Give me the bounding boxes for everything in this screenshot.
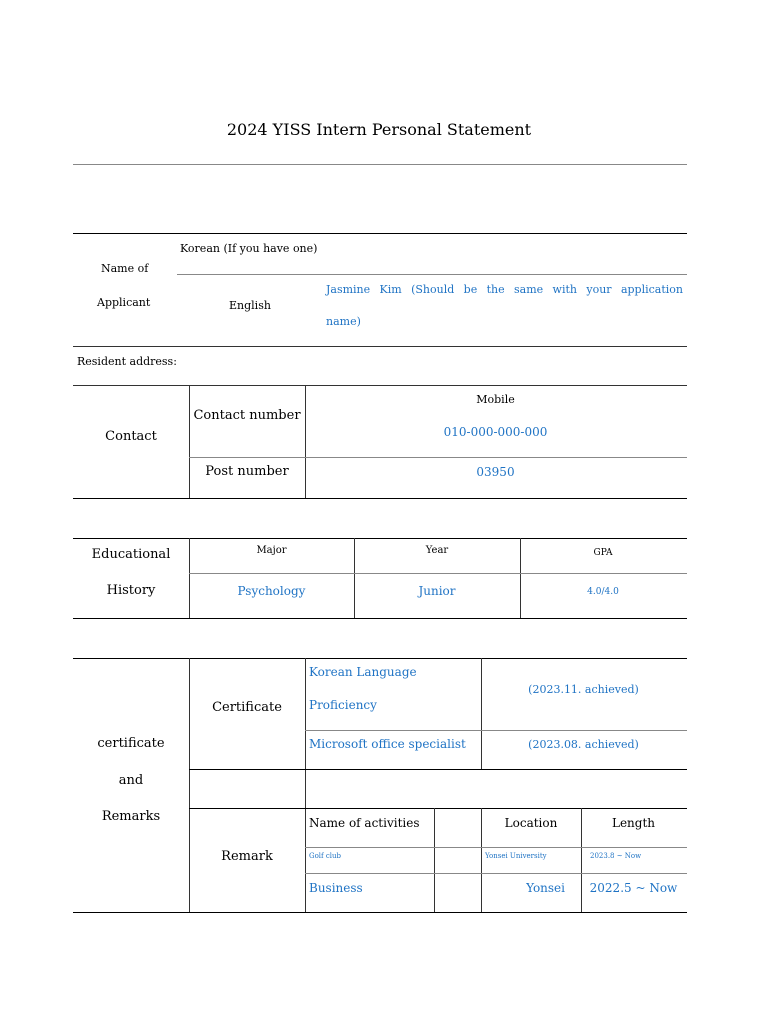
page-title: 2024 YISS Intern Personal Statement — [226, 120, 532, 139]
contact-divider-1 — [189, 386, 190, 498]
empty-certificate-field[interactable] — [306, 771, 686, 807]
remark-divider-1 — [434, 808, 435, 912]
remark-header-activity: Name of activities — [309, 816, 420, 830]
certificate-1-name-line2[interactable]: Proficiency — [309, 698, 377, 712]
remark-header-location: Location — [504, 816, 558, 830]
applicant-bottom-rule — [73, 346, 687, 347]
remark-row-2-length[interactable]: 2022.5 ~ Now — [589, 881, 678, 895]
certificates-bottom-rule — [73, 912, 687, 913]
contact-bottom-rule — [73, 498, 687, 499]
remark-header-length: Length — [611, 816, 656, 830]
education-header-year: Year — [425, 545, 449, 556]
applicant-top-rule — [73, 233, 687, 234]
education-value-year[interactable]: Junior — [418, 584, 456, 598]
mobile-label: Mobile — [476, 393, 515, 406]
education-top-rule — [73, 538, 687, 539]
title-rule — [73, 164, 687, 165]
education-value-gpa[interactable]: 4.0/4.0 — [587, 587, 619, 597]
post-number-label: Post number — [205, 464, 289, 479]
certificate-2-name[interactable]: Microsoft office specialist — [309, 737, 466, 751]
remark-row-1-location[interactable]: Yonsei University — [485, 852, 547, 860]
english-name-field[interactable] — [326, 280, 684, 340]
resident-address-label: Resident address: — [77, 355, 177, 368]
education-header-gpa: GPA — [593, 548, 613, 558]
certificates-label-line3: Remarks — [101, 809, 161, 824]
remark-top-rule — [189, 808, 687, 809]
certificate-inner-divider — [481, 658, 482, 769]
remark-row-1-length[interactable]: 2023.8 ~ Now — [590, 852, 642, 860]
certificates-label-line2: and — [118, 773, 144, 788]
remark-row-rule — [305, 873, 687, 874]
contact-number-label: Contact number — [193, 408, 301, 423]
korean-name-rule — [177, 274, 687, 275]
certificate-label: Certificate — [212, 700, 282, 715]
education-value-major[interactable]: Psychology — [237, 584, 306, 598]
certificate-1-name-line1[interactable]: Korean Language — [309, 665, 417, 679]
education-mid-rule — [189, 573, 687, 574]
english-name-value-line2: name) — [326, 315, 361, 328]
applicant-label-line2: Applicant — [97, 296, 151, 309]
english-name-label: English — [229, 299, 271, 312]
certificates-top-rule — [73, 658, 687, 659]
applicant-label-line1: Name of — [101, 262, 149, 275]
certificates-divider-1 — [189, 658, 190, 912]
english-name-value-line1: Jasmine Kim (Should be the same with your application — [326, 283, 683, 296]
post-number-value[interactable]: 03950 — [476, 465, 515, 479]
education-label-line1: Educational — [91, 547, 171, 562]
contact-mid-rule — [189, 457, 687, 458]
education-bottom-rule — [73, 618, 687, 619]
remark-row-2-location[interactable]: Yonsei — [526, 881, 565, 895]
certificate-1-status[interactable]: (2023.11. achieved) — [528, 683, 639, 696]
remark-label: Remark — [221, 849, 273, 864]
korean-name-label: Korean (If you have one) — [180, 242, 318, 255]
remark-row-1-activity[interactable]: Golf club — [309, 852, 342, 860]
certificate-row-rule — [305, 730, 687, 731]
resident-address-field[interactable] — [180, 350, 686, 384]
education-header-major: Major — [256, 545, 287, 556]
certificates-label-line1: certificate — [97, 736, 165, 751]
korean-name-field[interactable] — [330, 237, 686, 273]
contact-label: Contact — [105, 429, 157, 444]
certificate-2-status[interactable]: (2023.08. achieved) — [528, 738, 639, 751]
education-label-line2: History — [106, 583, 156, 598]
remark-header-rule — [305, 847, 687, 848]
mobile-value[interactable]: 010-000-000-000 — [443, 425, 548, 439]
certificate-bottom-rule — [189, 769, 687, 770]
address-bottom-rule — [73, 385, 687, 386]
remark-row-2-activity[interactable]: Business — [309, 881, 363, 895]
